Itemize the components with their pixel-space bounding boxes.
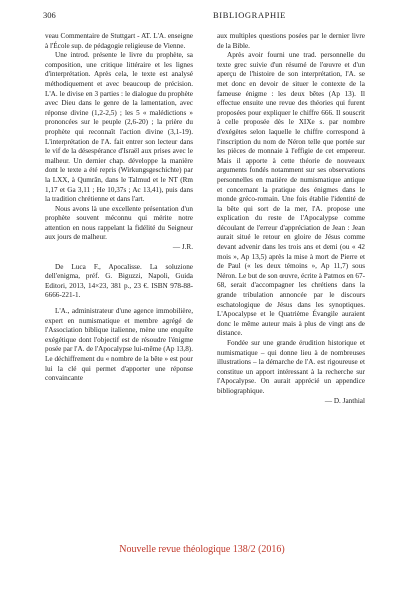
review2-signature: — D. Janthial	[324, 396, 365, 405]
review-separator	[45, 253, 193, 263]
left-column	[45, 32, 193, 384]
review1-signature: — J.R.	[172, 243, 193, 252]
review1-paragraph-2: Une introd. présente le livre du prophète, sa composition, une critique littéraire et les lignes d'interprétation. Après cela, le texte est analysé méthodiquement et avec beaucoup de précision. L'A. le divise en 3 parties : le dialogue du prophète avec Dieu dans le genre de la lamentation, avec réponse divine (1,2-2,5) ; les 5 « malédictions » prononcées sur le peuple (2,6-20) ; la prière du prophète qui reconnaît l'action divine (3,1-19). L'interprétation de l'A. fait entrer son lecteur dans le vif de la désespérance d'Israël aux prises avec le malheur. Un dernier chap. développe la manière dont le texte a été repris (Wirkungsgeschichte) par la LXX, à Qumrân, dans le Talmud et le NT (Rm 1,17 et Ga 3,11 ; He 10,37s ; Ac 13,41), puis dans la tradition chrétienne et dans l'art.	[45, 51, 193, 204]
section-title: BIBLIOGRAPHIE	[213, 10, 286, 20]
review2-citation: De Luca F., Apocalisse. La soluzione dell'enigma, préf. G. Biguzzi, Napoli, Guida Editori, 2013, 14×23, 381 p., 23 €. ISBN 978-88-6666-221-1.	[45, 262, 193, 300]
review1-paragraph-1: veau Commentaire de Stuttgart - AT. L'A. enseigne à l'École sup. de pédagogie religieuse de Vienne.	[45, 32, 193, 50]
journal-footer: Nouvelle revue théologique 138/2 (2016)	[119, 544, 285, 555]
review2-paragraph-2: Après avoir fourni une trad. personnelle du texte grec suivie d'un résumé de l'œuvre et d'un aperçu de l'histoire de son interprétation, l'A. se met donc en devoir de situer le contexte de la fameuse énigme : les deux bêtes (Ap 13). Il effectue ensuite une revue des théories qui furent proposées pour expliquer le chiffre 666. Il souscrit à celle proposée dès le XIXe s. par nombre d'exégètes selon laquelle le chiffre correspond à l'inscription du nom de Néron telle que portée sur les pièces de monnaie à l'effigie de cet empereur. Mais il apporte à cette théorie de nouveaux arguments fondés notamment sur ses observations personnelles en matière de numismatique antique et concernant la pratique des énigmes dans le monde gréco-romain. Une fois établie l'identité de la bête qui sort de la mer, l'A. propose une explication du reste de l'Apocalypse comme découlant de l'erreur d'appréciation de Jean : Jean aurait situé le retour en gloire de Jésus comme devant advenir dans les trois ans et demi (ou « 42 mois », Ap 13,5) après la mise à mort de Pierre et de Paul (« les deux témoins », Ap 11,7) sous Néron. Le but de son œuvre, écrite à Patmos en 67-68, serait d'accompagner les chrétiens dans la grande tribulation annoncée par le discours eschatologique de Jésus dans les synoptiques. L'Apocalypse et le Quatrième Évangile auraient donc le même auteur mais à plus de vingt ans de distance.	[217, 51, 365, 338]
page-number: 306	[43, 10, 56, 20]
review2-paragraph-continued: aux multiples questions posées par le dernier livre de la Bible.	[217, 32, 365, 50]
right-column	[217, 32, 365, 406]
page-header	[43, 10, 361, 24]
review2-paragraph-1: L'A., administrateur d'une agence immobilière, expert en numismatique et membre agrégé de l'Association biblique italienne, mène une enquête exégétique dont l'objectif est de résoudre l'énigme posée par l'A. de l'Apocalypse lui-même (Ap 13,8). Le déchiffrement du « nombre de la bête » est pour lui la clé qui permet d'apporter une réponse convaincante	[45, 307, 193, 383]
review2-paragraph-3: Fondée sur une grande érudition historique et numismatique – qui donne lieu à de nombreuses illustrations – la démarche de l'A. est rigoureuse et constitue un apport intéressant à la recherche sur l'Apocalypse. On aurait apprécié un appendice bibliographique.	[217, 339, 365, 395]
review1-paragraph-3: Nous avons là une excellente présentation d'un prophète souvent méconnu qui mérite notre attention en nous rappelant la fidélité du Seigneur aux jours de malheur.	[45, 204, 193, 242]
